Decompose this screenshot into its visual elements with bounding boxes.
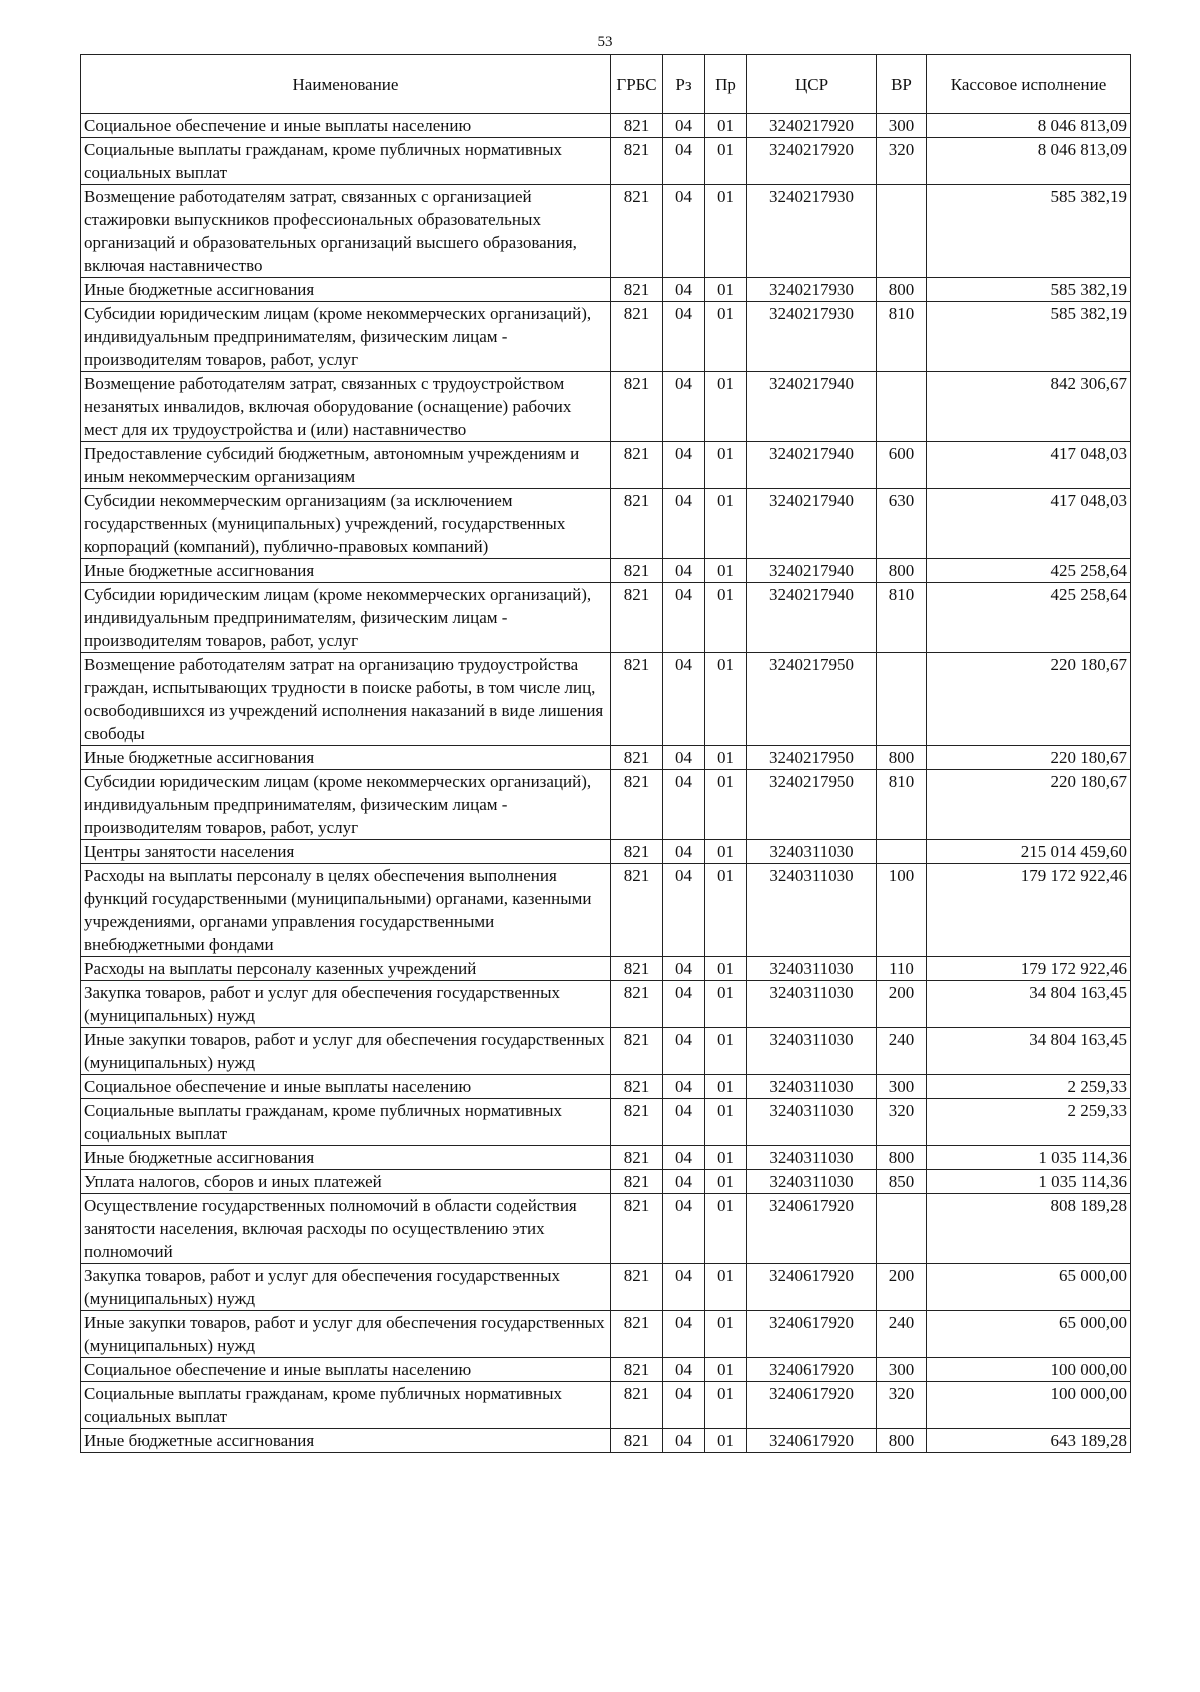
- table-row: [81, 489, 1131, 559]
- cell-name: Осуществление государственных полномочий в области содействия занятости населения, включая расходы по осуществлению этих полномочий: [81, 1194, 611, 1264]
- table-row: [81, 1075, 1131, 1099]
- cell-vr: [877, 1194, 927, 1264]
- cell-name: Социальное обеспечение и иные выплаты населению: [81, 1075, 611, 1099]
- cell-rz: 04: [663, 559, 705, 583]
- cell-pr: 01: [705, 559, 747, 583]
- header-vr: ВР: [877, 55, 927, 114]
- cell-rz: 04: [663, 653, 705, 746]
- cell-csr: 3240617920: [747, 1311, 877, 1358]
- cell-rz: 04: [663, 278, 705, 302]
- cell-grbs: 821: [611, 302, 663, 372]
- cell-rz: 04: [663, 114, 705, 138]
- cell-vr: 600: [877, 442, 927, 489]
- table-row: [81, 1264, 1131, 1311]
- cell-grbs: 821: [611, 1194, 663, 1264]
- cell-vr: 800: [877, 746, 927, 770]
- cell-vr: 110: [877, 957, 927, 981]
- cell-sum: 220 180,67: [927, 746, 1131, 770]
- cell-pr: 01: [705, 302, 747, 372]
- cell-sum: 585 382,19: [927, 302, 1131, 372]
- table-row: [81, 840, 1131, 864]
- cell-csr: 3240311030: [747, 1075, 877, 1099]
- cell-grbs: 821: [611, 1170, 663, 1194]
- cell-pr: 01: [705, 1099, 747, 1146]
- cell-name: Субсидии юридическим лицам (кроме некоммерческих организаций), индивидуальным предпринимателям, физическим лицам - производителям товаров, работ, услуг: [81, 302, 611, 372]
- header-sum: Кассовое исполнение: [927, 55, 1131, 114]
- cell-rz: 04: [663, 1382, 705, 1429]
- cell-csr: 3240617920: [747, 1358, 877, 1382]
- cell-sum: 65 000,00: [927, 1264, 1131, 1311]
- cell-rz: 04: [663, 185, 705, 278]
- cell-vr: 300: [877, 1358, 927, 1382]
- cell-rz: 04: [663, 840, 705, 864]
- cell-pr: 01: [705, 746, 747, 770]
- cell-pr: 01: [705, 1311, 747, 1358]
- cell-rz: 04: [663, 1170, 705, 1194]
- cell-grbs: 821: [611, 1311, 663, 1358]
- cell-pr: 01: [705, 840, 747, 864]
- cell-sum: 100 000,00: [927, 1382, 1131, 1429]
- cell-vr: [877, 840, 927, 864]
- cell-sum: 417 048,03: [927, 489, 1131, 559]
- cell-csr: 3240217940: [747, 372, 877, 442]
- cell-grbs: 821: [611, 372, 663, 442]
- cell-vr: 300: [877, 114, 927, 138]
- cell-name: Иные бюджетные ассигнования: [81, 559, 611, 583]
- table-row: [81, 1194, 1131, 1264]
- cell-vr: [877, 185, 927, 278]
- cell-sum: 34 804 163,45: [927, 981, 1131, 1028]
- cell-name: Иные бюджетные ассигнования: [81, 746, 611, 770]
- cell-rz: 04: [663, 770, 705, 840]
- cell-grbs: 821: [611, 653, 663, 746]
- cell-pr: 01: [705, 138, 747, 185]
- cell-name: Субсидии юридическим лицам (кроме некоммерческих организаций), индивидуальным предпринимателям, физическим лицам - производителям товаров, работ, услуг: [81, 770, 611, 840]
- cell-name: Центры занятости населения: [81, 840, 611, 864]
- header-grbs: ГРБС: [611, 55, 663, 114]
- cell-csr: 3240311030: [747, 1146, 877, 1170]
- cell-grbs: 821: [611, 1146, 663, 1170]
- cell-grbs: 821: [611, 1429, 663, 1453]
- table-row: [81, 1170, 1131, 1194]
- table-row: [81, 981, 1131, 1028]
- cell-csr: 3240311030: [747, 981, 877, 1028]
- table-row: [81, 442, 1131, 489]
- cell-pr: 01: [705, 1146, 747, 1170]
- cell-grbs: 821: [611, 1382, 663, 1429]
- cell-name: Социальные выплаты гражданам, кроме публичных нормативных социальных выплат: [81, 1099, 611, 1146]
- cell-rz: 04: [663, 746, 705, 770]
- table-row: [81, 583, 1131, 653]
- cell-csr: 3240311030: [747, 1099, 877, 1146]
- cell-pr: 01: [705, 1429, 747, 1453]
- cell-pr: 01: [705, 981, 747, 1028]
- cell-grbs: 821: [611, 864, 663, 957]
- cell-csr: 3240311030: [747, 957, 877, 981]
- cell-name: Социальное обеспечение и иные выплаты населению: [81, 114, 611, 138]
- cell-rz: 04: [663, 489, 705, 559]
- cell-pr: 01: [705, 957, 747, 981]
- cell-rz: 04: [663, 1311, 705, 1358]
- cell-pr: 01: [705, 185, 747, 278]
- cell-grbs: 821: [611, 770, 663, 840]
- cell-csr: 3240311030: [747, 840, 877, 864]
- cell-vr: 320: [877, 1382, 927, 1429]
- cell-pr: 01: [705, 1170, 747, 1194]
- cell-csr: 3240617920: [747, 1382, 877, 1429]
- cell-name: Социальное обеспечение и иные выплаты населению: [81, 1358, 611, 1382]
- cell-csr: 3240617920: [747, 1429, 877, 1453]
- table-row: [81, 1358, 1131, 1382]
- cell-pr: 01: [705, 583, 747, 653]
- cell-vr: 800: [877, 278, 927, 302]
- cell-sum: 179 172 922,46: [927, 864, 1131, 957]
- cell-rz: 04: [663, 1194, 705, 1264]
- cell-sum: 842 306,67: [927, 372, 1131, 442]
- cell-grbs: 821: [611, 1264, 663, 1311]
- cell-rz: 04: [663, 442, 705, 489]
- cell-csr: 3240217940: [747, 489, 877, 559]
- cell-sum: 808 189,28: [927, 1194, 1131, 1264]
- cell-csr: 3240217940: [747, 442, 877, 489]
- cell-rz: 04: [663, 1264, 705, 1311]
- cell-pr: 01: [705, 864, 747, 957]
- cell-csr: 3240311030: [747, 1170, 877, 1194]
- cell-sum: 215 014 459,60: [927, 840, 1131, 864]
- cell-pr: 01: [705, 278, 747, 302]
- cell-grbs: 821: [611, 583, 663, 653]
- cell-csr: 3240217930: [747, 278, 877, 302]
- cell-vr: 240: [877, 1311, 927, 1358]
- cell-name: Расходы на выплаты персоналу в целях обеспечения выполнения функций государственными (муниципальными) органами, казенными учреждениями, органами управления государственными внебюджетными фондами: [81, 864, 611, 957]
- cell-grbs: 821: [611, 442, 663, 489]
- cell-pr: 01: [705, 770, 747, 840]
- cell-sum: 100 000,00: [927, 1358, 1131, 1382]
- cell-csr: 3240217950: [747, 746, 877, 770]
- cell-rz: 04: [663, 1429, 705, 1453]
- cell-pr: 01: [705, 1194, 747, 1264]
- cell-grbs: 821: [611, 1099, 663, 1146]
- cell-vr: 240: [877, 1028, 927, 1075]
- cell-sum: 585 382,19: [927, 278, 1131, 302]
- cell-name: Расходы на выплаты персоналу казенных учреждений: [81, 957, 611, 981]
- cell-rz: 04: [663, 1099, 705, 1146]
- cell-vr: 630: [877, 489, 927, 559]
- cell-pr: 01: [705, 1075, 747, 1099]
- cell-name: Иные закупки товаров, работ и услуг для обеспечения государственных (муниципальных) нужд: [81, 1028, 611, 1075]
- cell-vr: 810: [877, 770, 927, 840]
- cell-name: Возмещение работодателям затрат, связанных с организацией стажировки выпускников профессиональных образовательных организаций и образовательных организаций высшего образования, включая наставничество: [81, 185, 611, 278]
- cell-grbs: 821: [611, 840, 663, 864]
- cell-rz: 04: [663, 583, 705, 653]
- cell-name: Субсидии некоммерческим организациям (за исключением государственных (муниципальных) учреждений, государственных корпораций (компаний), публично-правовых компаний): [81, 489, 611, 559]
- cell-pr: 01: [705, 489, 747, 559]
- cell-sum: 8 046 813,09: [927, 138, 1131, 185]
- cell-rz: 04: [663, 302, 705, 372]
- cell-vr: 800: [877, 559, 927, 583]
- cell-rz: 04: [663, 1075, 705, 1099]
- budget-execution-table: [80, 54, 1131, 1453]
- cell-grbs: 821: [611, 957, 663, 981]
- cell-csr: 3240617920: [747, 1264, 877, 1311]
- table-body: [81, 114, 1131, 1453]
- cell-rz: 04: [663, 372, 705, 442]
- cell-sum: 643 189,28: [927, 1429, 1131, 1453]
- table-row: [81, 864, 1131, 957]
- cell-sum: 220 180,67: [927, 770, 1131, 840]
- cell-rz: 04: [663, 957, 705, 981]
- cell-vr: 300: [877, 1075, 927, 1099]
- cell-csr: 3240217940: [747, 583, 877, 653]
- cell-pr: 01: [705, 1264, 747, 1311]
- cell-csr: 3240217940: [747, 559, 877, 583]
- cell-csr: 3240617920: [747, 1194, 877, 1264]
- cell-vr: [877, 372, 927, 442]
- cell-name: Иные бюджетные ассигнования: [81, 278, 611, 302]
- cell-rz: 04: [663, 981, 705, 1028]
- cell-name: Уплата налогов, сборов и иных платежей: [81, 1170, 611, 1194]
- cell-sum: 425 258,64: [927, 583, 1131, 653]
- cell-name: Социальные выплаты гражданам, кроме публичных нормативных социальных выплат: [81, 138, 611, 185]
- cell-grbs: 821: [611, 278, 663, 302]
- cell-vr: 320: [877, 1099, 927, 1146]
- cell-name: Закупка товаров, работ и услуг для обеспечения государственных (муниципальных) нужд: [81, 1264, 611, 1311]
- cell-grbs: 821: [611, 981, 663, 1028]
- header-name: Наименование: [81, 55, 611, 114]
- cell-grbs: 821: [611, 559, 663, 583]
- cell-sum: 417 048,03: [927, 442, 1131, 489]
- cell-vr: 320: [877, 138, 927, 185]
- cell-pr: 01: [705, 372, 747, 442]
- cell-vr: 800: [877, 1146, 927, 1170]
- cell-pr: 01: [705, 653, 747, 746]
- cell-name: Закупка товаров, работ и услуг для обеспечения государственных (муниципальных) нужд: [81, 981, 611, 1028]
- cell-sum: 8 046 813,09: [927, 114, 1131, 138]
- cell-name: Возмещение работодателям затрат на организацию трудоустройства граждан, испытывающих трудности в поиске работы, в том числе лиц, освободившихся из учреждений исполнения наказаний в виде лишения свободы: [81, 653, 611, 746]
- cell-grbs: 821: [611, 489, 663, 559]
- cell-vr: 800: [877, 1429, 927, 1453]
- cell-vr: 850: [877, 1170, 927, 1194]
- cell-sum: 425 258,64: [927, 559, 1131, 583]
- cell-vr: [877, 653, 927, 746]
- cell-pr: 01: [705, 442, 747, 489]
- table-row: [81, 1099, 1131, 1146]
- table-row: [81, 372, 1131, 442]
- table-row: [81, 1028, 1131, 1075]
- cell-sum: 34 804 163,45: [927, 1028, 1131, 1075]
- cell-sum: 179 172 922,46: [927, 957, 1131, 981]
- cell-csr: 3240217950: [747, 770, 877, 840]
- table-row: [81, 138, 1131, 185]
- cell-grbs: 821: [611, 138, 663, 185]
- cell-rz: 04: [663, 138, 705, 185]
- table-row: [81, 559, 1131, 583]
- table-row: [81, 1311, 1131, 1358]
- cell-csr: 3240311030: [747, 864, 877, 957]
- table-header-row: [81, 55, 1131, 114]
- cell-csr: 3240311030: [747, 1028, 877, 1075]
- cell-pr: 01: [705, 1382, 747, 1429]
- table-row: [81, 302, 1131, 372]
- cell-csr: 3240217920: [747, 114, 877, 138]
- cell-name: Иные бюджетные ассигнования: [81, 1146, 611, 1170]
- cell-grbs: 821: [611, 114, 663, 138]
- cell-vr: 810: [877, 302, 927, 372]
- table-row: [81, 957, 1131, 981]
- header-rz: Рз: [663, 55, 705, 114]
- cell-name: Предоставление субсидий бюджетным, автономным учреждениям и иным некоммерческим организациям: [81, 442, 611, 489]
- cell-grbs: 821: [611, 746, 663, 770]
- table-row: [81, 278, 1131, 302]
- cell-csr: 3240217920: [747, 138, 877, 185]
- cell-pr: 01: [705, 1358, 747, 1382]
- cell-rz: 04: [663, 1358, 705, 1382]
- cell-name: Субсидии юридическим лицам (кроме некоммерческих организаций), индивидуальным предпринимателям, физическим лицам - производителям товаров, работ, услуг: [81, 583, 611, 653]
- cell-sum: 220 180,67: [927, 653, 1131, 746]
- cell-sum: 1 035 114,36: [927, 1146, 1131, 1170]
- table-row: [81, 1146, 1131, 1170]
- cell-grbs: 821: [611, 1358, 663, 1382]
- table-row: [81, 1429, 1131, 1453]
- cell-rz: 04: [663, 1146, 705, 1170]
- table-row: [81, 770, 1131, 840]
- cell-sum: 2 259,33: [927, 1099, 1131, 1146]
- cell-name: Иные закупки товаров, работ и услуг для обеспечения государственных (муниципальных) нужд: [81, 1311, 611, 1358]
- cell-name: Социальные выплаты гражданам, кроме публичных нормативных социальных выплат: [81, 1382, 611, 1429]
- cell-sum: 2 259,33: [927, 1075, 1131, 1099]
- page-number: 53: [597, 34, 613, 50]
- table-row: [81, 1382, 1131, 1429]
- table-row: [81, 185, 1131, 278]
- cell-name: Иные бюджетные ассигнования: [81, 1429, 611, 1453]
- cell-grbs: 821: [611, 1075, 663, 1099]
- cell-grbs: 821: [611, 185, 663, 278]
- header-pr: Пр: [705, 55, 747, 114]
- table-row: [81, 653, 1131, 746]
- cell-rz: 04: [663, 1028, 705, 1075]
- cell-csr: 3240217950: [747, 653, 877, 746]
- cell-vr: 100: [877, 864, 927, 957]
- header-csr: ЦСР: [747, 55, 877, 114]
- cell-vr: 200: [877, 981, 927, 1028]
- cell-pr: 01: [705, 1028, 747, 1075]
- cell-rz: 04: [663, 864, 705, 957]
- cell-vr: 200: [877, 1264, 927, 1311]
- cell-sum: 65 000,00: [927, 1311, 1131, 1358]
- cell-vr: 810: [877, 583, 927, 653]
- cell-sum: 585 382,19: [927, 185, 1131, 278]
- cell-name: Возмещение работодателям затрат, связанных с трудоустройством незанятых инвалидов, включая оборудование (оснащение) рабочих мест для их трудоустройства и (или) наставничество: [81, 372, 611, 442]
- cell-pr: 01: [705, 114, 747, 138]
- cell-sum: 1 035 114,36: [927, 1170, 1131, 1194]
- table-row: [81, 114, 1131, 138]
- cell-csr: 3240217930: [747, 185, 877, 278]
- cell-grbs: 821: [611, 1028, 663, 1075]
- cell-csr: 3240217930: [747, 302, 877, 372]
- table-row: [81, 746, 1131, 770]
